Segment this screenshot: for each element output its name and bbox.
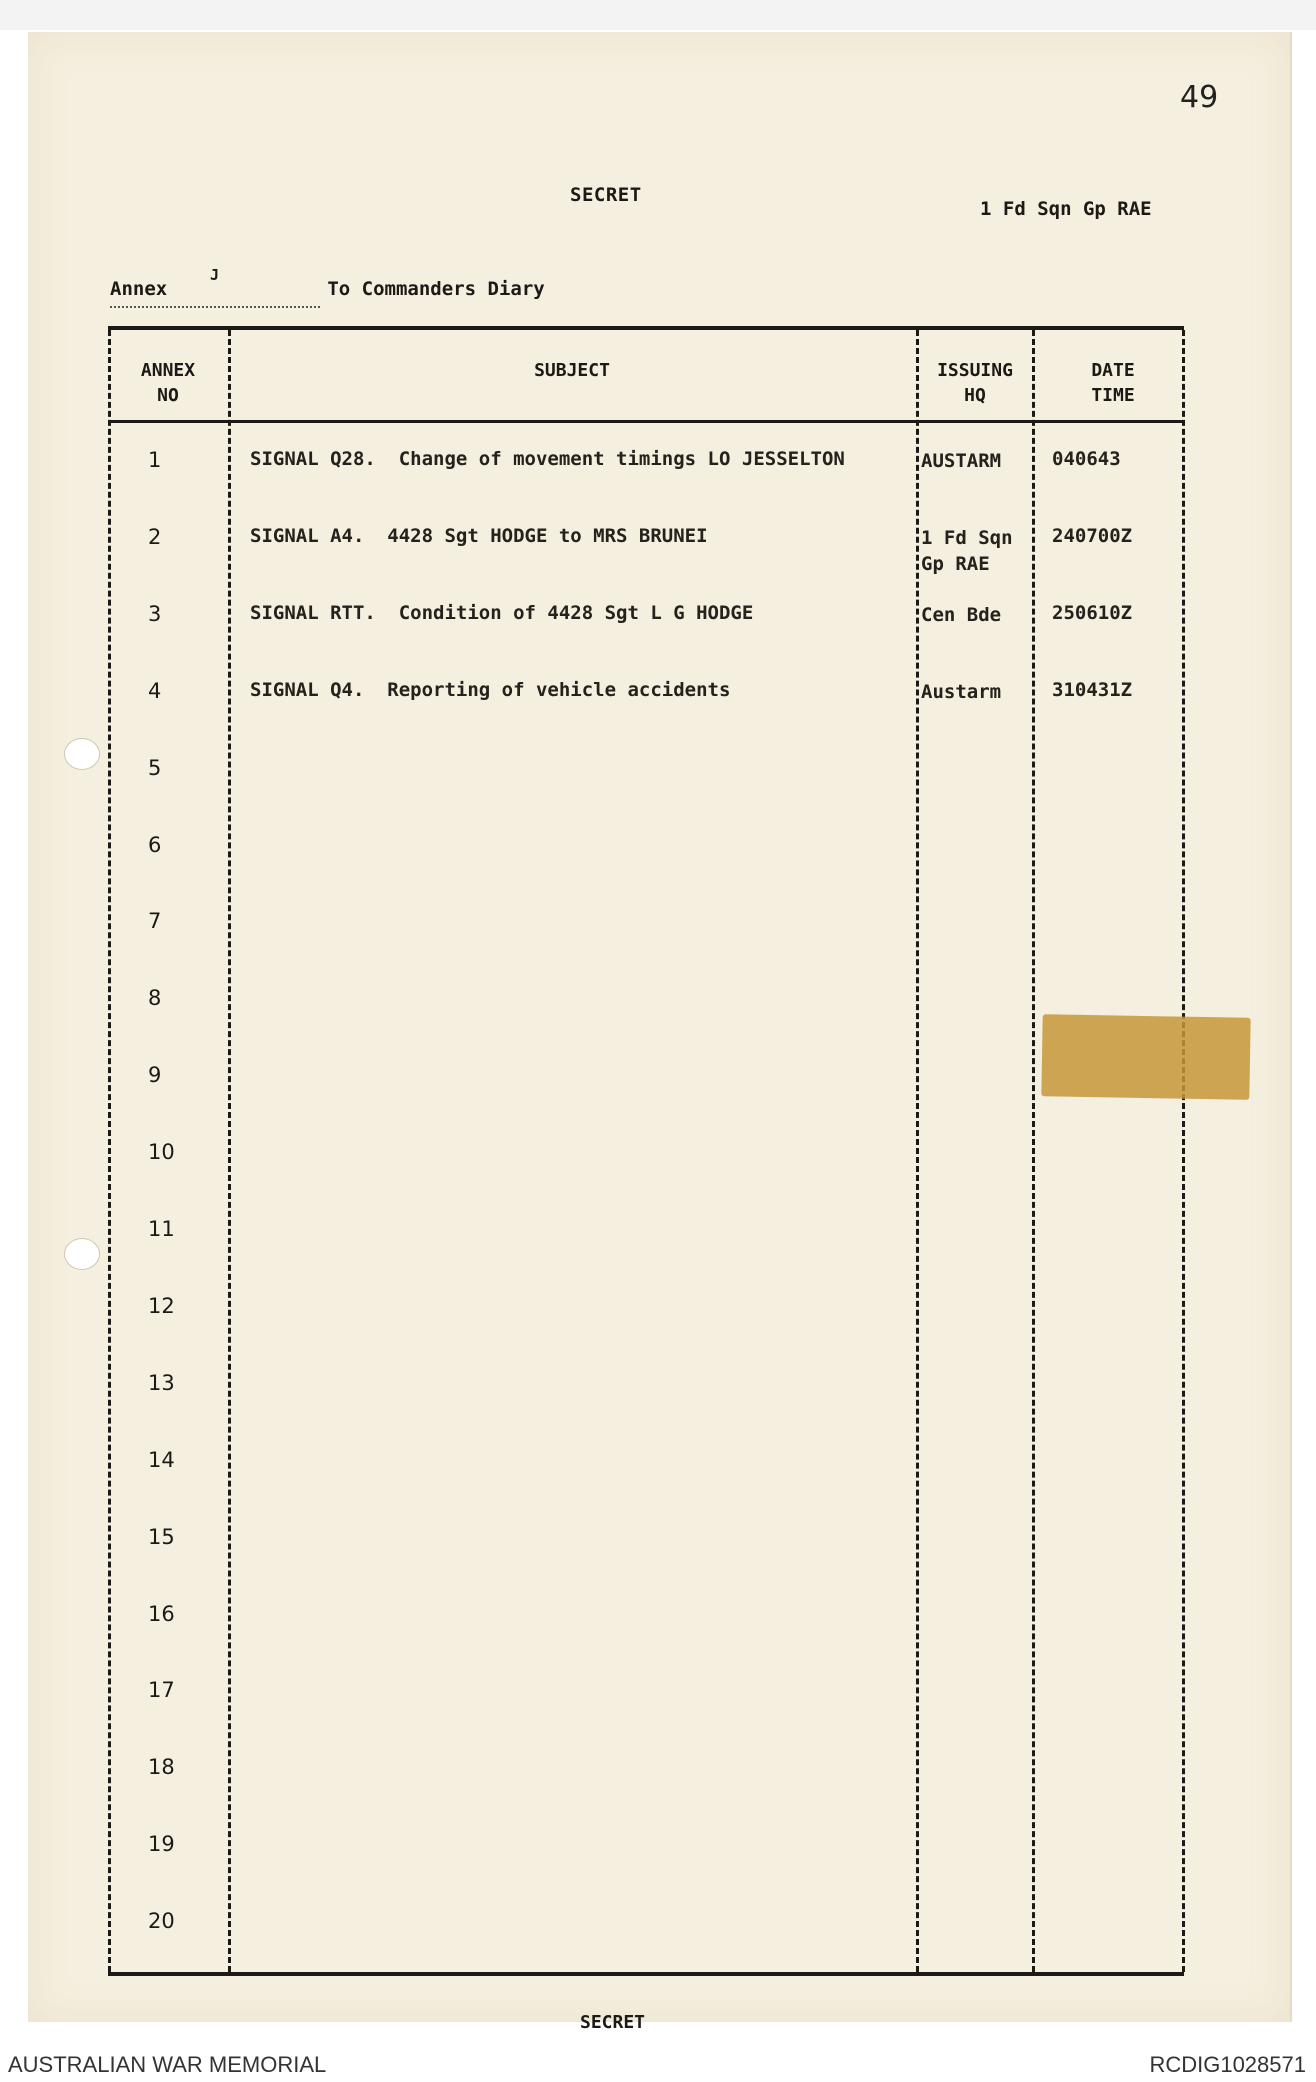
table-row xyxy=(108,1063,1184,1140)
scan-top-margin xyxy=(0,0,1316,30)
table-row xyxy=(108,1602,1184,1679)
header-hq-line: HQ xyxy=(964,385,986,406)
annex-number: 2 xyxy=(148,525,162,549)
table-row xyxy=(108,756,1184,833)
classification-bottom: SECRET xyxy=(580,2012,646,2033)
header-time-line: TIME xyxy=(1091,385,1135,406)
annex-number: 1 xyxy=(148,448,162,472)
header-subject: SUBJECT xyxy=(534,360,610,381)
date-time-cell: 310431Z xyxy=(1052,679,1133,701)
table-row xyxy=(108,1832,1184,1909)
header-date-line: DATE xyxy=(1091,360,1135,381)
handwritten-page-number: 49 xyxy=(1180,80,1219,115)
table-row xyxy=(108,986,1184,1063)
table-row xyxy=(108,833,1184,910)
date-time-cell: 250610Z xyxy=(1052,602,1133,624)
annex-number: 8 xyxy=(148,986,162,1010)
punch-hole xyxy=(64,1238,100,1270)
subject-cell: SIGNAL RTT. Condition of 4428 Sgt L G HODGE xyxy=(250,602,754,624)
punch-hole xyxy=(64,738,100,770)
archive-name: AUSTRALIAN WAR MEMORIAL xyxy=(8,2052,327,2077)
header-annex-line: ANNEX xyxy=(140,360,196,381)
table-row xyxy=(108,679,1184,756)
table-row xyxy=(108,602,1184,679)
annex-index-table xyxy=(108,326,1184,1976)
annex-number: 6 xyxy=(148,833,162,857)
annex-heading xyxy=(110,278,545,300)
annex-suffix: To Commanders Diary xyxy=(327,278,545,300)
table-row xyxy=(108,1140,1184,1217)
issuing-hq-cell: 1 Fd Sqn Gp RAE xyxy=(921,527,1013,575)
table-row xyxy=(108,1294,1184,1371)
table-row xyxy=(108,1525,1184,1602)
subject-cell: SIGNAL A4. 4428 Sgt HODGE to MRS BRUNEI xyxy=(250,525,708,547)
header-rule xyxy=(108,420,1184,423)
annex-number: 12 xyxy=(148,1294,175,1318)
annex-number: 9 xyxy=(148,1063,162,1087)
table-row xyxy=(108,1678,1184,1755)
subject-cell: SIGNAL Q28. Change of movement timings LO JESSELTON xyxy=(250,448,845,470)
annex-number: 5 xyxy=(148,756,162,780)
issuing-hq-cell: AUSTARM xyxy=(921,450,1002,472)
table-row xyxy=(108,1371,1184,1448)
header-no-line: NO xyxy=(157,385,179,406)
table-row xyxy=(108,1448,1184,1525)
annex-letter: J xyxy=(210,266,220,284)
adhesive-tape xyxy=(1041,1014,1250,1100)
table-row xyxy=(108,1217,1184,1294)
table-row xyxy=(108,1755,1184,1832)
date-time-cell: 240700Z xyxy=(1052,525,1133,547)
header-date-time xyxy=(1038,358,1188,408)
header-issuing-hq xyxy=(920,358,1030,408)
annex-number: 14 xyxy=(148,1448,175,1472)
table-row xyxy=(108,448,1184,525)
annex-number: 18 xyxy=(148,1755,175,1779)
annex-number: 15 xyxy=(148,1525,175,1549)
annex-number: 3 xyxy=(148,602,162,626)
annex-number: 4 xyxy=(148,679,162,703)
annex-dotted-line xyxy=(110,306,320,308)
issuing-hq-cell: Austarm xyxy=(921,681,1002,703)
issuing-hq-cell: Cen Bde xyxy=(921,604,1002,626)
annex-number: 16 xyxy=(148,1602,175,1626)
annex-number: 17 xyxy=(148,1678,175,1702)
archive-footer xyxy=(0,2042,1316,2082)
annex-number: 10 xyxy=(148,1140,175,1164)
annex-number: 7 xyxy=(148,909,162,933)
subject-cell: SIGNAL Q4. Reporting of vehicle accidents xyxy=(250,679,731,701)
archive-id: RCDIG1028571 xyxy=(1149,2052,1306,2077)
unit-label: 1 Fd Sqn Gp RAE xyxy=(980,198,1152,220)
annex-number: 13 xyxy=(148,1371,175,1395)
table-row xyxy=(108,1909,1184,1986)
table-row xyxy=(108,909,1184,986)
table-row xyxy=(108,525,1184,602)
annex-label: Annex xyxy=(110,278,168,300)
classification-top: SECRET xyxy=(570,184,642,206)
header-issuing-line: ISSUING xyxy=(937,360,1013,381)
annex-number: 11 xyxy=(148,1217,175,1241)
header-annex-no xyxy=(118,358,218,408)
date-time-cell: 040643 xyxy=(1052,448,1121,470)
annex-number: 20 xyxy=(148,1909,175,1933)
annex-number: 19 xyxy=(148,1832,175,1856)
